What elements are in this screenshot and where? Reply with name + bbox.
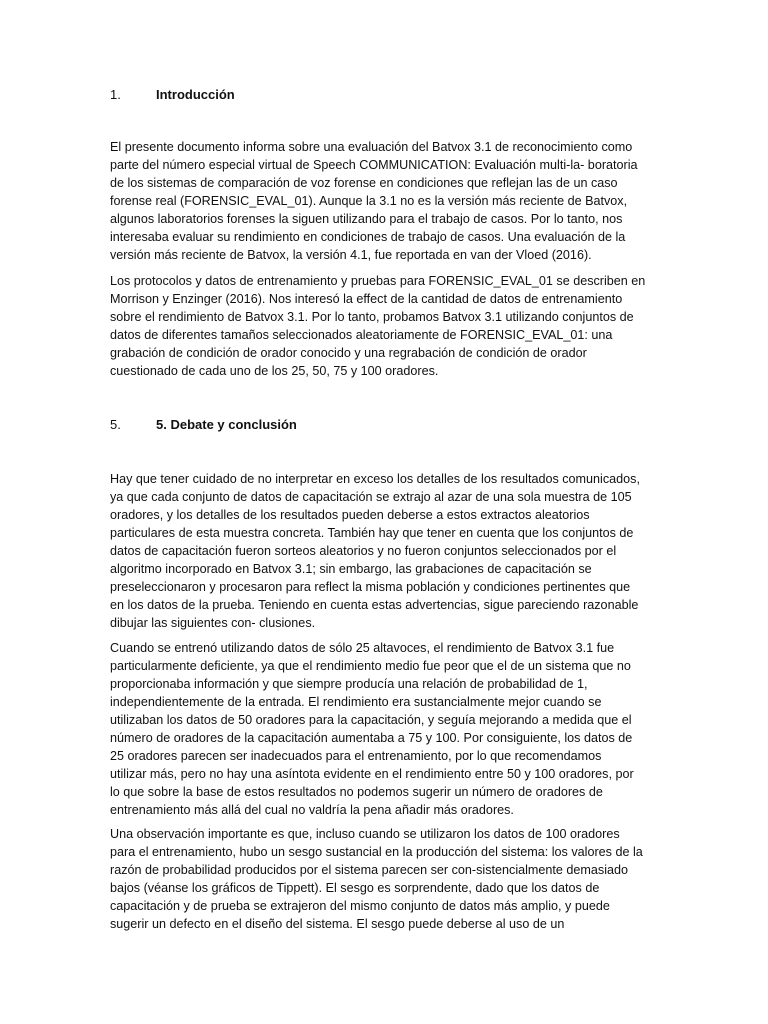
section-number: 5. bbox=[110, 417, 121, 432]
text-line: datos de diferentes tamaños seleccionados aleatoriamente de FORENSIC_EVAL_01: una bbox=[110, 328, 613, 342]
text-line: número de oradores de la capacitación aumentaba a 75 y 100. Por consiguiente, los datos de bbox=[110, 731, 633, 745]
section-title: 5. Debate y conclusión bbox=[156, 417, 297, 432]
paragraph-intro-1 bbox=[110, 138, 638, 264]
paragraph-debate-2 bbox=[110, 639, 634, 819]
paragraph-debate-3 bbox=[110, 825, 643, 933]
text-line: dibujar las siguientes con- clusiones. bbox=[110, 616, 316, 630]
text-line: preseleccionaron y procesaron para reflect la misma población y condiciones pertinentes que bbox=[110, 580, 631, 594]
text-line: Cuando se entrenó utilizando datos de sólo 25 altavoces, el rendimiento de Batvox 3.1 fue bbox=[110, 641, 615, 655]
text-line: Una observación importante es que, incluso cuando se utilizaron los datos de 100 oradores bbox=[110, 827, 620, 841]
text-line: entrenamiento más allá del cual no valdría la pena añadir más oradores. bbox=[110, 803, 514, 817]
text-line: para el entrenamiento, hubo un sesgo sustancial en la producción del sistema: los valores de la bbox=[110, 845, 643, 859]
text-line: de los sistemas de comparación de voz forense en condiciones que reflejan las de un caso bbox=[110, 176, 618, 190]
text-line: Hay que tener cuidado de no interpretar en exceso los detalles de los resultados comunicados, bbox=[110, 472, 640, 486]
text-line: razón de probabilidad producidos por el sistema parecen ser con-sistencialmente demasiado bbox=[110, 863, 629, 877]
text-line: interesaba evaluar su rendimiento en condiciones de trabajo de casos. Una evaluación de la bbox=[110, 230, 626, 244]
text-line: independientemente de la entrada. El rendimiento era sustancialmente mejor cuando se bbox=[110, 695, 602, 709]
text-line: sugerir un defecto en el diseño del sistema. El sesgo puede deberse al uso de un bbox=[110, 917, 565, 931]
text-line: bajos (véanse los gráficos de Tippett). El sesgo es sorprendente, dado que los datos de bbox=[110, 881, 600, 895]
text-line: utilizar más, pero no hay una asíntota evidente en el rendimiento entre 50 y 100 oradores, por bbox=[110, 767, 634, 781]
text-line: Morrison y Enzinger (2016). Nos interesó la effect de la cantidad de datos de entrenamiento bbox=[110, 292, 623, 306]
section-heading-debate bbox=[110, 416, 297, 434]
text-line: datos de capacitación fueron sorteos aleatorios y no fueron conjuntos seleccionados por el bbox=[110, 544, 617, 558]
paragraph-debate-1 bbox=[110, 470, 640, 632]
text-line: parte del número especial virtual de Speech COMMUNICATION: Evaluación multi-la- boratoria bbox=[110, 158, 638, 172]
text-line: forense real (FORENSIC_EVAL_01). Aunque la 3.1 no es la versión más reciente de Batvox, bbox=[110, 194, 628, 208]
text-line: proporcionaba información y que siempre producía una relación de probabilidad de 1, bbox=[110, 677, 588, 691]
text-line: grabación de condición de orador conocido y una regrabación de condición de orador bbox=[110, 346, 587, 360]
text-line: utilizaban los datos de 50 oradores para la capacitación, y seguía mejorando a medida que el bbox=[110, 713, 632, 727]
text-line: oradores, y los detalles de los resultados pueden deberse a estos extractos aleatorios bbox=[110, 508, 590, 522]
text-line: 25 oradores parecen ser inadecuados para el entrenamiento, por lo que recomendamos bbox=[110, 749, 602, 763]
section-number: 1. bbox=[110, 87, 121, 102]
text-line: cuestionado de cada uno de los 25, 50, 75 y 100 oradores. bbox=[110, 364, 439, 378]
text-line: El presente documento informa sobre una evaluación del Batvox 3.1 de reconocimiento como bbox=[110, 140, 633, 154]
section-heading-introduccion bbox=[110, 86, 235, 104]
paragraph-intro-2 bbox=[110, 272, 645, 380]
text-line: versión más reciente de Batvox, la versión 4.1, fue reportada en van der Vloed (2016). bbox=[110, 248, 592, 262]
text-line: en los datos de la prueba. Teniendo en cuenta estas advertencias, sigue pareciendo razonable bbox=[110, 598, 639, 612]
text-line: algoritmo incorporado en Batvox 3.1; sin embargo, las grabaciones de capacitación se bbox=[110, 562, 592, 576]
text-line: particulares de esta muestra concreta. También hay que tener en cuenta que los conjuntos de bbox=[110, 526, 634, 540]
text-line: capacitación y de prueba se extrajeron del mismo conjunto de datos más amplio, y puede bbox=[110, 899, 610, 913]
text-line: sobre el rendimiento de Batvox 3.1. Por lo tanto, probamos Batvox 3.1 utilizando conjuntos de bbox=[110, 310, 634, 324]
text-line: Los protocolos y datos de entrenamiento y pruebas para FORENSIC_EVAL_01 se describen en bbox=[110, 274, 646, 288]
text-line: algunos laboratorios forenses la siguen utilizando para el trabajo de casos. Por lo tanto, nos bbox=[110, 212, 623, 226]
text-line: particularmente deficiente, ya que el rendimiento medio fue peor que el de un sistema que no bbox=[110, 659, 631, 673]
text-line: lo que sobre la base de estos resultados no podemos sugerir un número de oradores de bbox=[110, 785, 603, 799]
section-title: Introducción bbox=[156, 87, 235, 102]
text-line: ya que cada conjunto de datos de capacitación se extrajo al azar de una sola muestra de 105 bbox=[110, 490, 632, 504]
